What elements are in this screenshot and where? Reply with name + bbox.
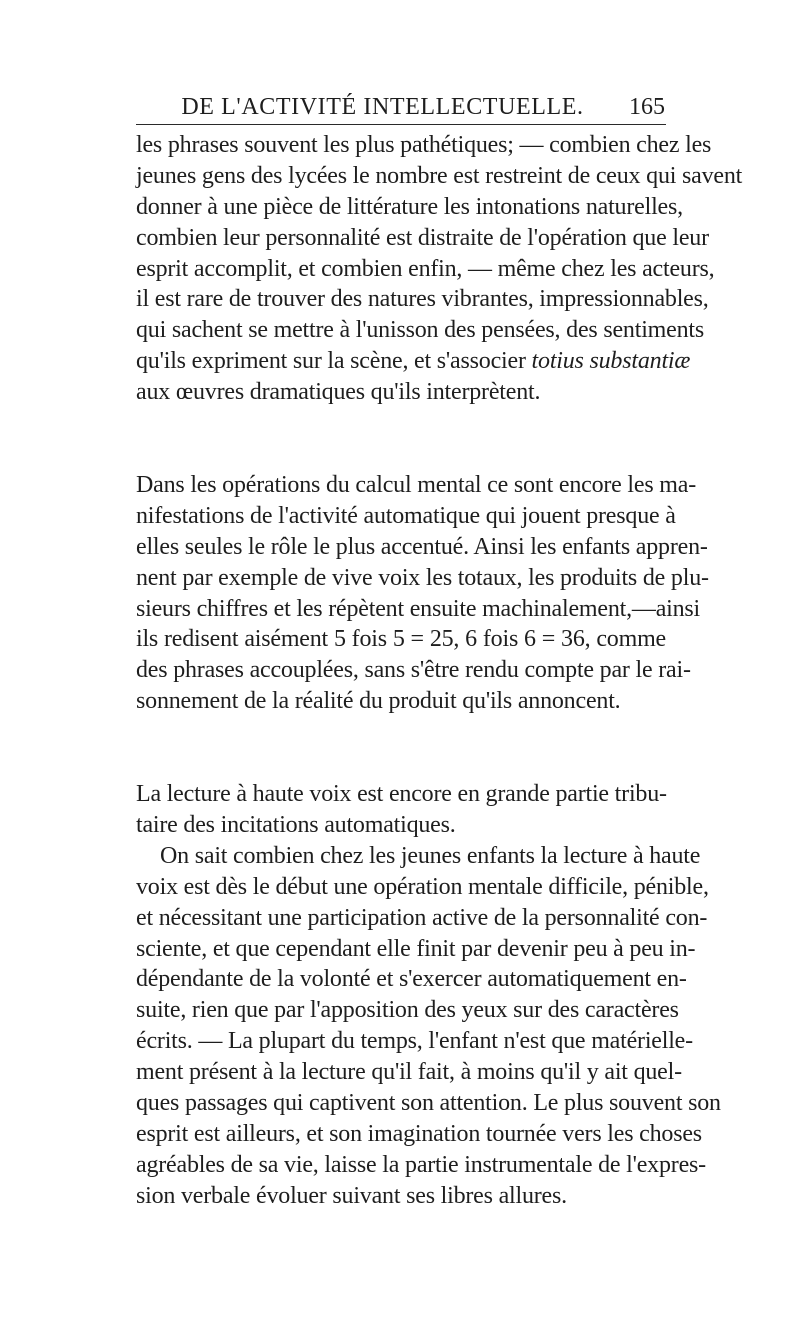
text-line: sonnement de la réalité du produit qu'ils annoncent. bbox=[136, 688, 621, 715]
text-segment: qu'ils expriment sur la scène, et s'associer bbox=[136, 348, 532, 375]
text-line: voix est dès le début une opération mentale difficile, pénible, bbox=[136, 873, 709, 900]
text-line: ment présent à la lecture qu'il fait, à moins qu'il y ait quel- bbox=[136, 1059, 682, 1086]
text-line: dépendante de la volonté et s'exercer automatiquement en- bbox=[136, 966, 687, 993]
text-line: sieurs chiffres et les répètent ensuite machinalement,—ainsi bbox=[136, 595, 701, 622]
text-line: combien leur personnalité est distraite de l'opération que leur bbox=[136, 224, 709, 251]
text-line: nent par exemple de vive voix les totaux, les produits de plu- bbox=[136, 564, 709, 591]
text-line: Dans les opérations du calcul mental ce sont encore les ma- bbox=[136, 472, 696, 499]
text-line: agréables de sa vie, laisse la partie instrumentale de l'expres- bbox=[136, 1151, 706, 1178]
text-line: donner à une pièce de littérature les intonations naturelles, bbox=[136, 193, 683, 220]
text-line: La lecture à haute voix est encore en grande partie tribu- bbox=[136, 781, 667, 808]
header-rule bbox=[136, 124, 666, 125]
text-line: jeunes gens des lycées le nombre est restreint de ceux qui savent bbox=[136, 162, 743, 189]
text-line: sciente, et que cependant elle finit par devenir peu à peu in- bbox=[136, 935, 696, 962]
text-line: ils redisent aisément 5 fois 5 = 25, 6 fois 6 = 36, comme bbox=[136, 626, 666, 653]
page-number: 165 bbox=[629, 93, 665, 120]
text-line: et nécessitant une participation active de la personnalité con- bbox=[136, 904, 708, 931]
text-line: il est rare de trouver des natures vibrantes, impressionnables, bbox=[136, 286, 709, 313]
running-head bbox=[136, 91, 665, 123]
text-line: taire des incitations automatiques. bbox=[136, 812, 456, 839]
text-line: ques passages qui captivent son attention. Le plus souvent son bbox=[136, 1090, 721, 1117]
text-line: les phrases souvent les plus pathétiques; — combien chez les bbox=[136, 132, 712, 158]
paragraph bbox=[136, 130, 743, 408]
text-line: nifestations de l'activité automatique qui jouent presque à bbox=[136, 502, 676, 529]
text-line: qui sachent se mettre à l'unisson des pensées, des sentiments bbox=[136, 317, 704, 344]
text-line: des phrases accouplées, sans s'être rendu compte par le rai- bbox=[136, 657, 691, 684]
text-line bbox=[136, 346, 691, 377]
text-line: suite, rien que par l'apposition des yeux sur des caractères bbox=[136, 997, 679, 1024]
paragraph bbox=[136, 470, 709, 717]
running-title: DE L'ACTIVITÉ INTELLECTUELLE. bbox=[181, 93, 584, 120]
body-text bbox=[136, 130, 743, 1212]
text-line: écrits. — La plupart du temps, l'enfant n'est que matérielle- bbox=[136, 1028, 693, 1055]
text-line: On sait combien chez les jeunes enfants la lecture à haute bbox=[160, 842, 701, 869]
text-line: aux œuvres dramatiques qu'ils interprètent. bbox=[136, 379, 541, 406]
text-line: esprit est ailleurs, et son imagination tournée vers les choses bbox=[136, 1120, 702, 1147]
paragraph bbox=[136, 779, 666, 841]
text-line: elles seules le rôle le plus accentué. Ainsi les enfants appren- bbox=[136, 533, 708, 560]
text-line: esprit accomplit, et combien enfin, — même chez les acteurs, bbox=[136, 255, 715, 282]
text-line: sion verbale évoluer suivant ses libres allures. bbox=[136, 1182, 567, 1209]
paragraph bbox=[136, 841, 721, 1212]
latin-phrase: totius substantiæ bbox=[531, 348, 691, 375]
